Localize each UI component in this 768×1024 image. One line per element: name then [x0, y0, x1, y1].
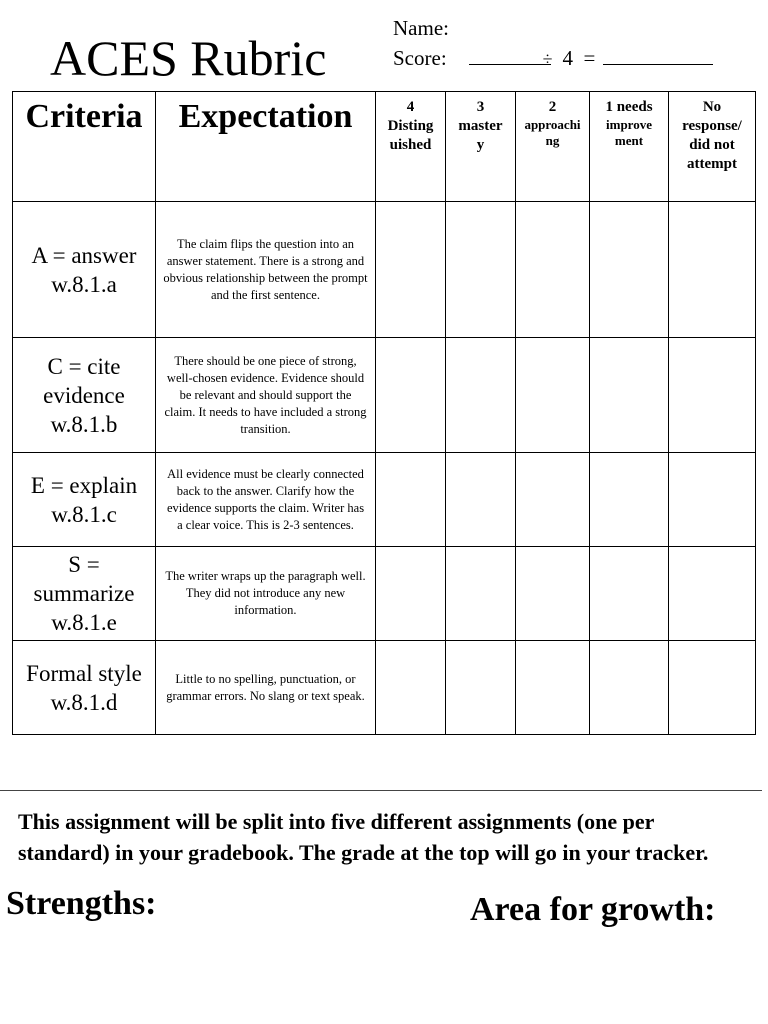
- criteria-cell: [13, 338, 156, 453]
- result-blank[interactable]: [603, 44, 713, 65]
- criteria-line: w.8.1.b: [50, 411, 118, 437]
- header-expectation: Expectation: [156, 92, 376, 202]
- criteria-line: evidence: [43, 382, 125, 408]
- score-cell-2[interactable]: [516, 547, 590, 641]
- strengths-label: Strengths:: [6, 885, 157, 922]
- expectation-cell: The claim flips the question into an answer statement. There is a strong and obvious relationship between the prompt and the first sentence.: [156, 202, 376, 338]
- criteria-line: S =: [68, 552, 100, 577]
- score-cell-4[interactable]: [376, 641, 446, 735]
- score-cell-3[interactable]: [446, 453, 516, 547]
- score-cell-2[interactable]: [516, 453, 590, 547]
- header-distinguished-text2: uished: [389, 137, 432, 153]
- score-cell-0[interactable]: [669, 641, 756, 735]
- header-distinguished-text1: Disting: [387, 118, 434, 134]
- header-mastery: [446, 92, 516, 202]
- header-approaching-num: 2: [548, 99, 557, 115]
- header-criteria: Criteria: [13, 92, 156, 202]
- header-approaching-text1: approachi: [524, 117, 581, 132]
- table-row: [13, 547, 756, 641]
- header-needs-improvement-num: 1 needs: [605, 99, 653, 115]
- table-row: [13, 453, 756, 547]
- score-cell-1[interactable]: [590, 641, 669, 735]
- score-cell-4[interactable]: [376, 202, 446, 338]
- gradebook-note: This assignment will be split into five different assignments (one per standard) in your gradebook. The grade at the top will go in your tracker.: [18, 809, 709, 865]
- score-cell-0[interactable]: [669, 547, 756, 641]
- criteria-line: w.8.1.e: [51, 610, 117, 635]
- header-distinguished-num: 4: [406, 99, 415, 115]
- criteria-line: C = cite: [47, 353, 121, 379]
- criteria-cell: [13, 202, 156, 338]
- divide-symbol: ÷: [542, 49, 553, 69]
- criteria-line: E = explain: [30, 472, 138, 498]
- expectation-cell: The writer wraps up the paragraph well. They did not introduce any new information.: [156, 547, 376, 641]
- rubric-table: [12, 91, 756, 735]
- score-cell-1[interactable]: [590, 338, 669, 453]
- score-cell-1[interactable]: [590, 547, 669, 641]
- name-label: Name:: [393, 16, 449, 40]
- section-divider: [0, 790, 762, 791]
- header-mastery-text1: master: [458, 118, 503, 134]
- criteria-line: summarize: [33, 581, 135, 606]
- criteria-cell: [13, 641, 156, 735]
- score-cell-4[interactable]: [376, 338, 446, 453]
- header-no-response: [669, 92, 756, 202]
- table-row: [13, 641, 756, 735]
- header-no-response-text2: response/: [682, 118, 742, 134]
- header-no-response-text3: did not: [689, 137, 735, 153]
- criteria-line: Formal style: [26, 660, 142, 686]
- page-title: ACES Rubric: [50, 30, 327, 86]
- score-cell-0[interactable]: [669, 338, 756, 453]
- criteria-line: w.8.1.a: [51, 271, 117, 297]
- criteria-line: w.8.1.d: [50, 689, 118, 715]
- header-no-response-text1: No: [702, 99, 722, 115]
- criteria-cell: [13, 453, 156, 547]
- score-label: Score:: [393, 46, 447, 70]
- header-needs-improvement-text1: improve: [606, 117, 652, 132]
- score-cell-4[interactable]: [376, 453, 446, 547]
- score-cell-3[interactable]: [446, 338, 516, 453]
- table-row: [13, 202, 756, 338]
- expectation-cell: There should be one piece of strong, well-chosen evidence. Evidence should be relevant and should support the claim. It needs to have included a strong transition.: [156, 338, 376, 453]
- table-row: [13, 338, 756, 453]
- growth-label: Area for growth:: [470, 891, 716, 928]
- score-cell-0[interactable]: [669, 453, 756, 547]
- score-cell-2[interactable]: [516, 202, 590, 338]
- score-cell-0[interactable]: [669, 202, 756, 338]
- score-divisor: 4: [562, 46, 574, 70]
- header-needs-improvement-text2: ment: [614, 133, 644, 148]
- header-mastery-num: 3: [476, 99, 485, 115]
- header-distinguished: [376, 92, 446, 202]
- score-cell-2[interactable]: [516, 338, 590, 453]
- criteria-cell: [13, 547, 156, 641]
- header-no-response-text4: attempt: [687, 156, 737, 172]
- score-blank[interactable]: [469, 44, 551, 65]
- score-cell-4[interactable]: [376, 547, 446, 641]
- equals-sign: =: [583, 46, 596, 70]
- score-cell-1[interactable]: [590, 453, 669, 547]
- header-approaching: [516, 92, 590, 202]
- expectation-cell: Little to no spelling, punctuation, or grammar errors. No slang or text speak.: [156, 641, 376, 735]
- score-cell-3[interactable]: [446, 547, 516, 641]
- criteria-line: A = answer: [31, 242, 137, 268]
- score-cell-3[interactable]: [446, 641, 516, 735]
- score-cell-1[interactable]: [590, 202, 669, 338]
- criteria-line: w.8.1.c: [51, 501, 117, 527]
- score-cell-2[interactable]: [516, 641, 590, 735]
- score-cell-3[interactable]: [446, 202, 516, 338]
- header-approaching-text2: ng: [545, 133, 560, 148]
- header-mastery-text2: y: [476, 137, 485, 153]
- header-row: [13, 92, 756, 202]
- expectation-cell: All evidence must be clearly connected back to the answer. Clarify how the evidence supports the claim. Writer has a clear voice. This is 2-3 sentences.: [156, 453, 376, 547]
- score-line: [393, 44, 713, 72]
- header-needs-improvement: [590, 92, 669, 202]
